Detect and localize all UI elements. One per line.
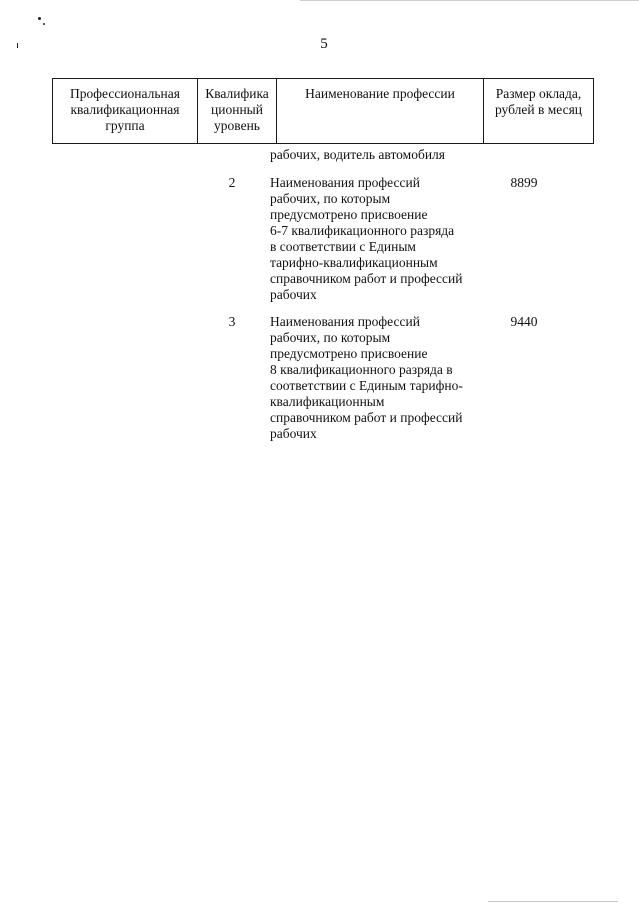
scan-bottom-edge-line [488,901,618,902]
row-salary: 9440 [510,314,538,329]
header-profession-name: Наименование профессии [277,79,484,144]
row-profession: Наименования профессий рабочих, по которым предусмотрено присвоение 8 квалификационного разряда в соответствии с Единым тарифно- квалификационным справочником работ и профессий рабочих [270,314,463,441]
row-salary: 8899 [510,175,538,190]
row-level: 2 [228,175,236,190]
page-number: 5 [320,36,328,52]
row-profession: Наименования профессий рабочих, по которым предусмотрено присвоение 6-7 квалификационного разряда в соответствии с Единым тарифно-квалификационным справочником работ и профессий рабочих [270,175,463,302]
header-qualification-level: Квалифика ционный уровень [198,79,277,144]
scan-speck [38,17,41,20]
scan-top-edge-line [300,0,639,1]
salary-table-header [52,78,594,144]
row-level: 3 [228,314,236,329]
scan-speck [17,43,18,48]
header-professional-group: Профессиональная квалификационная группа [53,79,198,144]
header-salary: Размер оклада, рублей в месяц [484,79,594,144]
scan-speck [43,23,45,25]
continuation-text: рабочих, водитель автомобиля [270,147,445,162]
